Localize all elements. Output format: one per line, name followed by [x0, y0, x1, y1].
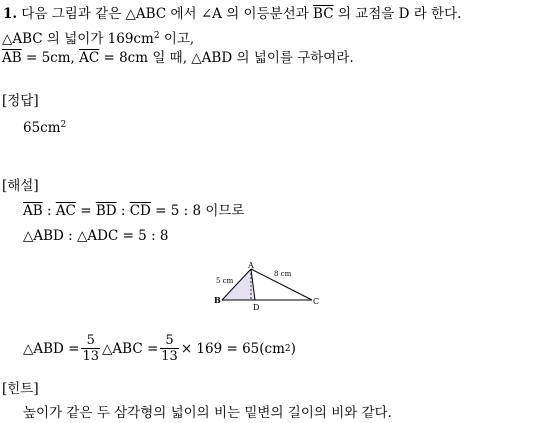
fraction-2-num: 5	[165, 333, 174, 348]
final-mid: △ABC =	[102, 340, 159, 357]
solution-header: [해설]	[2, 178, 39, 194]
sol-colon-1: :	[42, 203, 56, 219]
answer-header: [정답]	[2, 93, 39, 109]
answer-value-sup: 2	[60, 120, 67, 130]
final-close: )	[290, 340, 296, 357]
sol-segment-bd: $\overline{BD}$	[95, 203, 117, 219]
segment-bc: $\overline{BC}$	[313, 6, 334, 22]
fraction-1-num: 5	[86, 333, 95, 348]
final-tail: × 169 = 65(cm	[180, 340, 285, 357]
sol-colon-2: :	[116, 203, 130, 219]
label-d: D	[253, 303, 260, 311]
hint-header: [힌트]	[2, 381, 39, 397]
segment-ab: $\overline{AB}$	[2, 50, 22, 66]
problem-line-1	[3, 6, 461, 22]
fraction-2	[160, 333, 179, 364]
problem-line-3	[2, 50, 354, 66]
problem-text-2a: △ABC 의 넓이가 169cm	[2, 31, 154, 47]
solution-ratio-line	[23, 203, 244, 219]
segment-ac: $\overline{AC}$	[79, 50, 100, 66]
problem-line-2	[2, 28, 194, 47]
label-a: A	[248, 261, 254, 270]
fraction-1-den: 13	[82, 349, 100, 364]
label-b: B	[214, 295, 221, 305]
solution-final-line	[23, 333, 296, 364]
problem-text-2b: 이고,	[159, 31, 195, 47]
problem-text-1b: 의 교점을 D 라 한다.	[333, 6, 462, 22]
problem-number: 1.	[3, 6, 18, 22]
problem-text-3b: = 8cm 일 때, △ABD 의 넓이를 구하여라.	[99, 50, 354, 66]
answer-value	[23, 117, 66, 136]
hint-text: 높이가 같은 두 삼각형의 넓이의 비는 밑변의 길이의 비와 같다.	[23, 405, 392, 421]
sol-segment-ac: $\overline{AC}$	[55, 203, 76, 219]
solution-area-ratio: △ABD : △ADC = 5 : 8	[23, 228, 169, 244]
final-lhs: △ABD =	[23, 340, 80, 357]
label-ac-length: 8 cm	[274, 270, 292, 278]
sol-segment-cd: $\overline{CD}$	[129, 203, 151, 219]
answer-value-text: 65cm	[23, 120, 61, 136]
label-c: C	[313, 297, 320, 306]
problem-text-3a: = 5cm,	[21, 50, 80, 66]
final-sup: 2	[284, 343, 291, 354]
problem-text-1a: 다음 그림과 같은 △ABC 에서 ∠A 의 이등분선과	[21, 6, 314, 22]
sol-segment-ab: $\overline{AB}$	[23, 203, 43, 219]
label-ab-length: 5 cm	[216, 277, 234, 285]
triangle-figure	[208, 259, 328, 311]
fraction-2-den: 13	[161, 349, 178, 364]
fraction-1	[81, 333, 100, 364]
problem-text-2-sup: 2	[153, 31, 160, 41]
sol-ratio-tail: = 5 : 8 이므로	[150, 203, 245, 219]
sol-eq: =	[75, 203, 96, 219]
